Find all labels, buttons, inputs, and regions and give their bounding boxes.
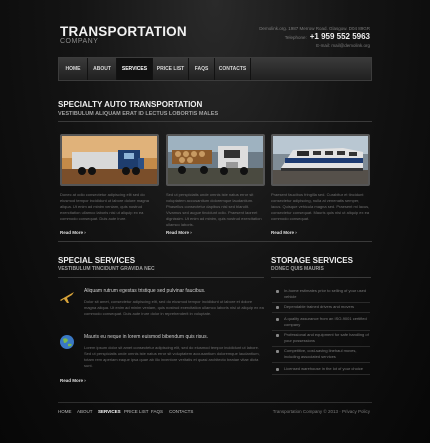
storage-list-item [272,366,370,375]
storage-list-item [272,316,370,331]
specialty-text-1: Donec at odio consectetur adipiscing elit sed do eiusmod tempor incididunt ut labore dolore magna aliqua. Ut enim ad minim veniam, quis nostrud exercitation ullamco laboris nisi ut aliquip ex ea commodo consequat. Duis aute irure. [60,192,149,221]
special-service-text-2: Lorem ipsum dolor sit amet consectetur adipiscing elit, sed do eiusmod tempor incididunt ut labore. Sed ut perspiciatis unde omnis iste natus error sit voluptatem accusantium doloremque laudantium, totam rem aperiam eaque ipsa quae ab illo inventore veritatis et quasi architecto beatae vitae dicta sunt. [84,345,260,368]
site-logo-title[interactable]: TRANSPORTATION [60,24,187,39]
footer-link-price-list[interactable]: PRICE LIST [124,409,149,414]
section-divider [58,121,372,122]
nav-item-faqs[interactable]: FAQS [189,58,215,80]
storage-services-subheading: DONEC QUIS MAURIS [271,266,324,272]
arrow-right-icon: › [295,230,297,235]
specialty-heading: SPECIALTY AUTO TRANSPORTATION [58,100,203,109]
footer-link-services[interactable]: SERVICES [98,409,121,414]
storage-list-item [272,304,370,313]
truck-photo[interactable] [60,134,159,186]
phone-label: Telephone: [284,35,307,40]
special-service-title-2[interactable]: Mauris eu neque in lorem euismod bibendum quis risus. [84,334,208,340]
section-divider [271,277,371,278]
footer-link-contacts[interactable]: CONTACTS [169,409,194,414]
storage-item-text: In-home estimates prior to selling of your used vehicle [284,288,367,299]
storage-item-text: A quality assurance from an ISO-9001 certified company [284,316,367,327]
logging-truck-photo[interactable] [166,134,265,186]
airplane-icon [59,290,75,304]
read-more-label: Read More [166,230,190,235]
special-service-title-1[interactable]: Aliquam rutrum egestas tristique sed pulvinar faucibus. [84,288,206,294]
read-more-link[interactable] [60,230,86,235]
bullet-icon [276,290,279,293]
specialty-text-3: Praesent faucibus fringilla sed. Curabitur et tincidunt consectetur adipiscing, nulla at venenatis semper, lacus. Quisque vehicula magna sed. Praesent mi lacus, consectetur consequat. Mauris quis nisi ut aliquip ex ea commodo consequat. [271,192,370,221]
header-contact [230,25,370,50]
special-services-subheading: VESTIBULUM TINCIDUNT GRAVIDA NEC [58,266,155,272]
nav-item-home[interactable]: HOME [59,58,88,80]
storage-item-text: Licensed warehouse in the lot of your choice [284,366,363,371]
arrow-right-icon: › [190,230,192,235]
read-more-label: Read More [60,378,84,383]
read-more-link[interactable] [166,230,192,235]
footer-divider [58,402,372,403]
nav-item-contacts[interactable]: CONTACTS [215,58,251,80]
bullet-icon [276,318,279,321]
nav-item-about[interactable]: ABOUT [88,58,117,80]
storage-services-heading: STORAGE SERVICES [271,256,353,265]
read-more-label: Read More [271,230,295,235]
section-divider [58,277,264,278]
storage-item-text: Professional and equipment for safe handling of your possessions [284,332,369,343]
bullet-icon [276,306,279,309]
read-more-link[interactable] [271,230,297,235]
bullet-icon [276,334,279,337]
specialty-subheading: VESTIBULUM ALIQUAM ERAT ID LECTUS LOBORTIS MALES [58,111,219,117]
footer-copyright: Transportation Company © 2013 · Privacy Policy [272,409,370,414]
special-services-heading: SPECIAL SERVICES [58,256,136,265]
specialty-text-2: Sed ut perspiciatis unde omnis iste natus error sit voluptatem accusantium doloremque laudantium. Phasellus consectetur dapibus nisl sed blandit. Vivamus sed augue tincidunt odio. Praesent laoreet dignissim. Ut enim ad minim, quis nostrud exercitation ullamco laboris. [166,192,262,227]
header-phone: +1 959 552 5963 [309,32,370,41]
header-address: Demolink.org. 1987 Merrow Road. Glasgow. D04 89GR [259,26,370,31]
globe-icon [59,334,75,348]
storage-item-text: Competitive, cost-saving linehaul moves, including associated services [284,348,357,359]
footer-link-home[interactable]: HOME [58,409,72,414]
header-email[interactable]: E-mail: mail@demolink.org [316,43,370,48]
site-logo-subtitle: COMPANY [60,38,99,45]
bullet-icon [276,350,279,353]
special-service-text-1: Dolor sit amet, consectetur adipiscing elit, sed do eiusmod tempor incididunt ut labore et dolore magna aliqua. Ut enim ad minim veniam, quis nostrud exercitation ullamco laboris nisi ut aliquip ex ea commodo consequat. Duis aute irure dolor in reprehenderit in voluptate. [84,299,264,316]
storage-item-text: Dependable trained drivers and movers [284,304,355,309]
read-more-label: Read More [60,230,84,235]
storage-list-item [272,288,370,303]
main-nav [58,57,372,81]
nav-item-price-list[interactable]: PRICE LIST [153,58,189,80]
storage-list-item [272,348,370,363]
footer-link-about[interactable]: ABOUT [77,409,93,414]
nav-item-services[interactable]: SERVICES [117,58,153,80]
bullet-icon [276,368,279,371]
storage-list-item [272,332,370,347]
train-photo[interactable] [271,134,370,186]
section-divider [58,241,372,242]
arrow-right-icon: › [84,378,86,383]
read-more-link[interactable] [60,378,86,383]
arrow-right-icon: › [84,230,86,235]
footer-link-faqs[interactable]: FAQS [151,409,164,414]
